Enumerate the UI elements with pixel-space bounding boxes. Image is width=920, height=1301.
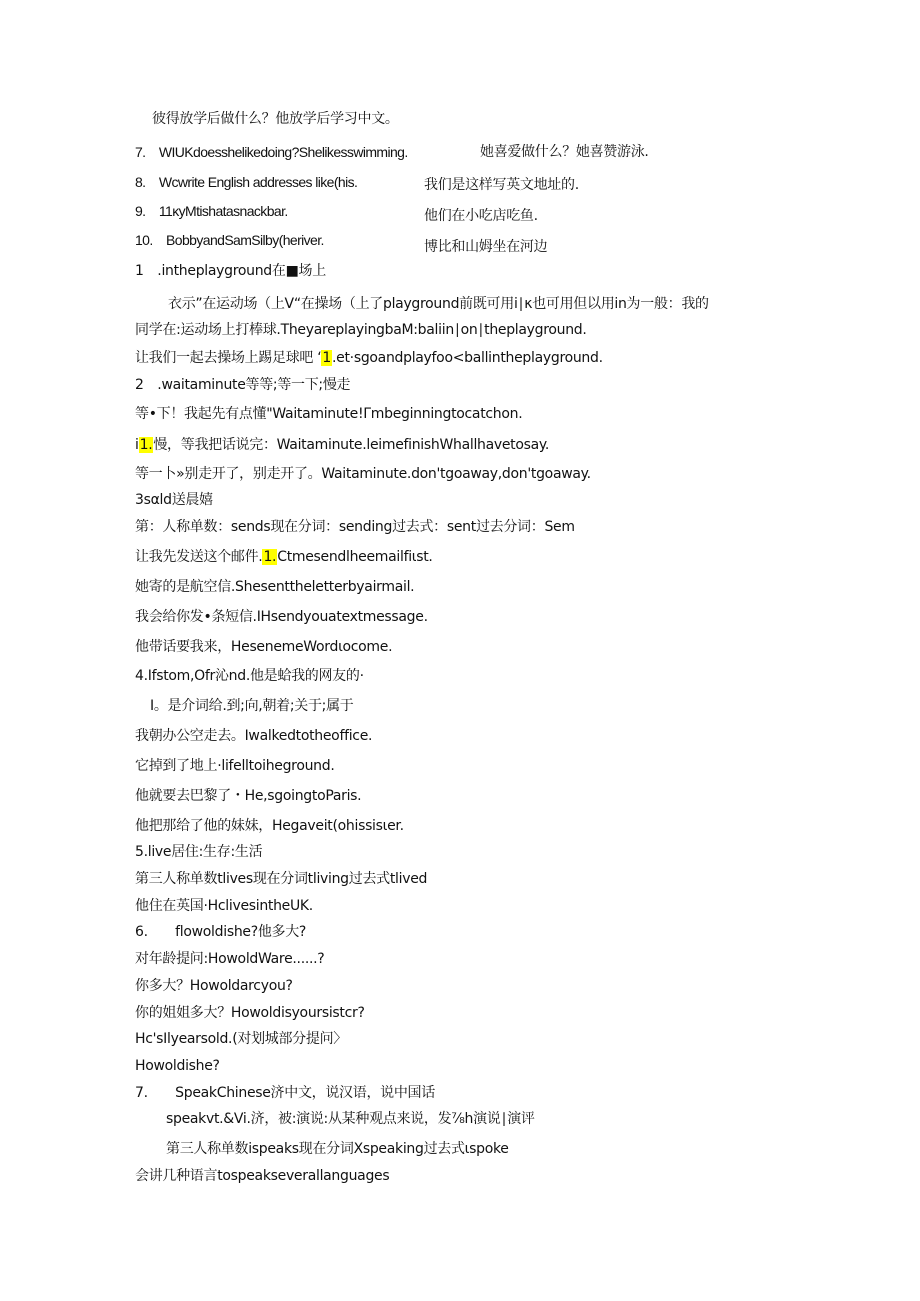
text-line: 她寄的是航空信.Shesenttheletterbyairmail. — [135, 579, 415, 595]
text-line: 它掉到了地上·lifelltoiheground. — [135, 758, 335, 774]
heading-1: 1 .intheplayground在■场上 — [135, 263, 326, 279]
highlight-mark: 1 — [322, 350, 332, 366]
text-fragment: Ctmesendlheemailfiιst. — [277, 549, 433, 565]
sentence-9-english: 9. 11κyMtishatasnackbar. — [135, 203, 288, 219]
heading-6: 6. flowoldishe?他多大? — [135, 924, 307, 940]
text-line: 第三人称单数ispeaks现在分词Xspeaking过去式ιspoke — [166, 1141, 509, 1157]
text-line: 他就要去巴黎了・He,sgoingtoParis. — [135, 788, 362, 804]
text-line: 他住在英国·HclivesintheUK. — [135, 898, 313, 914]
text-line: 对年龄提问:HowoldWare......? — [135, 951, 325, 967]
text-line: I。是介词给.到;向,朝着;关于;属于 — [150, 698, 354, 714]
text-fragment: 让我先发送这个邮件. — [135, 549, 263, 565]
text-fragment: i — [135, 437, 139, 453]
cropped-line — [424, 238, 584, 255]
text-line — [135, 548, 433, 566]
text-line: Howoldishe? — [135, 1058, 220, 1074]
text-line: 同学在:运动场上打棒球.TheyareplayingbaM:baliin∣on∣theplayground. — [135, 322, 587, 338]
sentence-8-english: 8. Wcwrite English addresses like(his. — [135, 174, 358, 190]
text-line: 第：人称单数：sends现在分词：sending过去式：sent过去分词：Sem — [135, 519, 575, 535]
text-fragment: 慢，等我把话说完：Waitaminute.leimefinishWhallhavetosay. — [153, 437, 550, 453]
text-line: 我会给你发•条短信.IHsendyouatextmessage. — [135, 609, 428, 625]
sentence-7-chinese: 她喜爱做什么？她喜赞游泳. — [480, 144, 649, 160]
sentence-9-chinese: 他们在小吃店吃鱼. — [424, 208, 538, 224]
text-line: 你多大？Howoldarcyou? — [135, 978, 293, 994]
text-line: 等•下！我起先有点懂"Waitaminute!Γmbeginningtocatchon. — [135, 406, 523, 422]
text-line: 他把那给了他的妹妹，Hegaveit(ohissisιer. — [135, 818, 404, 834]
text-line — [135, 436, 549, 454]
text-line: Hc'sIlyearsold.(对划城部分提问〉 — [135, 1031, 347, 1047]
text-line: 第三人称单数tlives现在分词tliving过去式tlived — [135, 871, 428, 887]
text-line: 他带话要我来，HesenemeWordιocome. — [135, 639, 393, 655]
text-line: 我朝办公空走去。Iwalkedtotheoffice. — [135, 728, 373, 744]
text-line: 你的姐姐多大？Howoldisyoursistcr? — [135, 1005, 365, 1021]
text-line: 衣示”在运动场（上V“在操场（上了playground前既可用i∣κ也可用但以用in为一般：我的 — [168, 296, 709, 312]
heading-4: 4.Ifstom,Ofr沁nd.他是蛤我的网友的· — [135, 668, 364, 684]
highlight-mark: 1. — [263, 549, 277, 565]
text-line: speakvt.&Vi.济，被:演说:从某种观点来说，发⅞h演说∣演评 — [166, 1111, 535, 1127]
sentence-8-chinese: 我们是这样写英文地址的. — [424, 177, 579, 193]
sentence-10-english: 10. BobbyandSamSilby(heriver. — [135, 232, 324, 248]
heading-3: 3sαld送晨嬉 — [135, 492, 213, 508]
text-line — [135, 349, 603, 367]
highlight-mark: 1. — [139, 437, 153, 453]
sentence-10-chinese: 博比和山姆坐在河边 — [424, 239, 548, 255]
text-line: 会讲几种语言tospeakseverallanguages — [135, 1168, 390, 1184]
heading-2: 2 .waitaminute等等;等一下;慢走 — [135, 377, 351, 393]
heading-7: 7. SpeakChinese济中文，说汉语，说中国话 — [135, 1085, 435, 1101]
text-fragment: .et·sgoandplayfoo<ballintheplayground. — [332, 350, 603, 366]
sentence-7-english: 7. WIUKdoesshelikedoing?Shelikesswimming. — [135, 144, 408, 160]
text-line: 等一卜»别走开了，别走开了。Waitaminute.don'tgoaway,don'tgoaway. — [135, 466, 591, 482]
text-fragment: 让我们一起去操场上踢足球吧 ‘ — [135, 350, 322, 366]
heading-5: 5.live居住:生存:生活 — [135, 844, 263, 860]
text-line: 彼得放学后做什么？他放学后学习中文。 — [152, 111, 399, 127]
